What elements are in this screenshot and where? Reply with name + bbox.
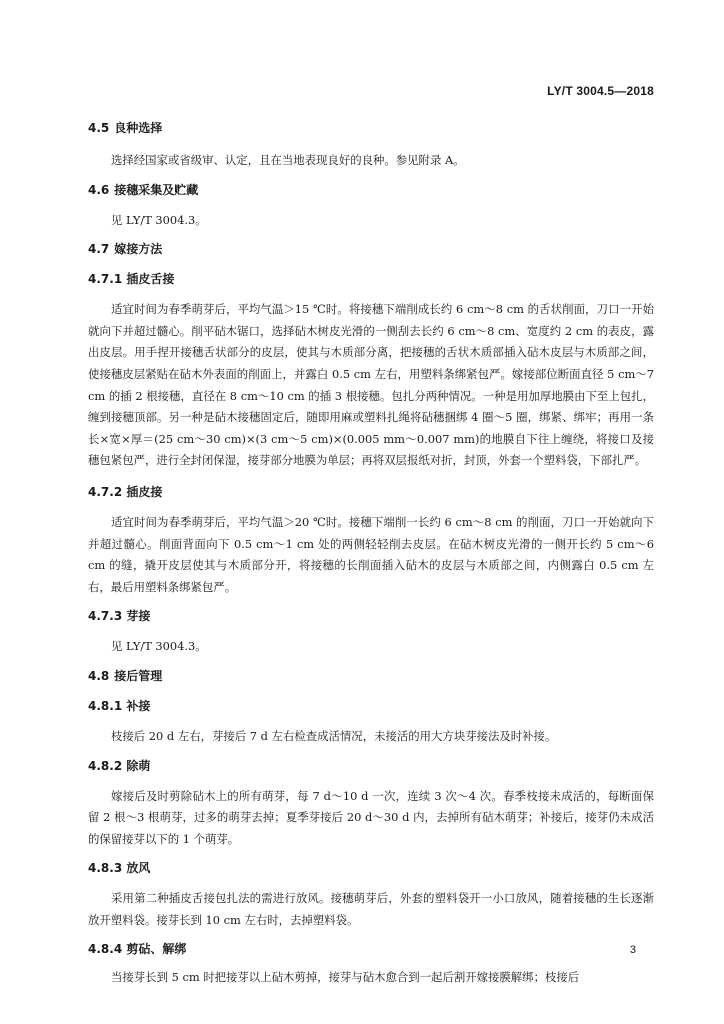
section-title: 接后管理 [114,668,163,683]
section-heading [88,758,654,774]
section-paragraph: 枝接后 20 d 左右，芽接后 7 d 左右检查成活情况，未接活的用大方块芽接法及时补接。 [111,728,557,743]
section-number: 4.8 [88,668,110,683]
section-number: 4.8.1 [88,698,123,713]
section-paragraph: 见 LY/T 3004.3。 [111,639,207,654]
section-number: 4.8.2 [88,758,123,773]
section-paragraph: 当接芽长到 5 cm 时把接芽以上砧木剪掉，接芽与砧木愈合到一起后割开嫁接膜解绑；枝接后 [111,970,580,985]
section-heading [88,120,654,136]
section-title: 插皮接 [126,484,163,499]
section-heading [88,271,654,287]
section-paragraph: 采用第二种插皮舌接包扎法的需进行放风。接穗萌芽后，外套的塑料袋开一小口放风，随着接穗的生长逐渐放开塑料袋。接芽长到 10 cm 左右时，去掉塑料袋。 [88,891,654,927]
section-title: 嫁接方法 [114,242,163,257]
section-number: 4.7.1 [88,272,123,287]
standard-code: LY/T 3004.5—2018 [547,84,654,98]
section-paragraph: 适宜时间为春季萌芽后，平均气温＞20 ℃时。接穗下端削一长约 6 cm～8 cm 的削面，刀口一开始就向下并超过髓心。削面背面向下 0.5 cm～1 cm 处的两侧轻轻削去皮层。在砧木树皮光滑的一侧开长约 5 cm～6 cm 的缝，撬开皮层使其与木质部分开，将接穗的长削面插入砧木的皮层与木质部之间，内侧露白 0.5 cm 左右，最后用塑料条绑紧包严。 [88,514,654,594]
section-title: 芽接 [126,609,151,624]
section-title: 除萌 [126,758,151,773]
section-paragraph: 嫁接后及时剪除砧木上的所有萌芽，每 7 d～10 d 一次，连续 3 次～4 次。春季枝接未成活的，每断面保留 2 根～3 根萌芽，过多的萌芽去掉；夏季芽接后 20 d～30 d 内，去掉所有砧木萌芽；补接后，接芽仍未成活的保留接芽以下的 1 个萌芽。 [88,788,654,846]
section-number: 4.7.2 [88,484,123,499]
section-title: 良种选择 [114,121,163,135]
section-heading [88,698,654,714]
section-number: 4.7.3 [88,609,123,624]
section-title: 接穗采集及贮藏 [114,182,199,197]
section-number: 4.8.3 [88,861,123,876]
section-title: 剪砧、解绑 [126,942,187,957]
section-title: 插皮舌接 [126,272,175,287]
section-number: 4.6 [88,182,110,197]
section-heading [88,668,654,684]
section-number: 4.7 [88,242,110,257]
section-heading [88,941,654,957]
section-number: 4.5 [88,121,110,135]
section-title: 放风 [126,861,151,876]
section-paragraph: 适宜时间为春季萌芽后，平均气温＞15 ℃时。将接穗下端削成长约 6 cm～8 cm 的舌状削面，刀口一开始就向下并超过髓心。削平砧木锯口，选择砧木树皮光滑的一侧刮去长约 6 cm～8 cm、宽度约 2 cm 的表皮，露出皮层。用手捏开接穗舌状部分的皮层，使其与木质部分离，把接穗的舌状木质部插入砧木皮层与木质部之间，使接穗皮层紧贴在砧木外表面的削面上，并露白 0.5 cm 左右，用塑料条绑紧包严。嫁接部位断面直径 5 cm～7 cm 的插 2 根接穗，直径在 8 cm～10 cm 的插 3 根接穗。包扎分两种情况。一种是用加厚地膜由下至上包扎，缠到接穗顶部。另一种是砧木接穗固定后，随即用麻或塑料扎绳将砧穗捆绑 4 圈～5 圈，绑紧、绑牢；再用一条长×宽×厚＝(25 cm～30 cm)×(3 cm～5 cm)×(0.005 mm～0.007 mm)的地膜自下往上缠绕，将接口及接穗包紧包严，进行全封闭保湿，接芽部分地膜为单层；再将双层报纸对折，封顶，外套一个塑料袋，下部扎严。 [88,302,654,468]
section-heading [88,608,654,624]
section-heading [88,241,654,257]
document-body [88,120,654,989]
page-number: 3 [629,944,636,956]
section-paragraph: 见 LY/T 3004.3。 [111,212,207,227]
section-title: 补接 [126,698,151,713]
section-heading [88,182,654,198]
section-number: 4.8.4 [88,942,123,957]
section-heading [88,484,654,500]
section-paragraph: 选择经国家或省级审、认定，且在当地表现良好的良种。参见附录 A。 [111,153,465,167]
section-heading [88,860,654,876]
